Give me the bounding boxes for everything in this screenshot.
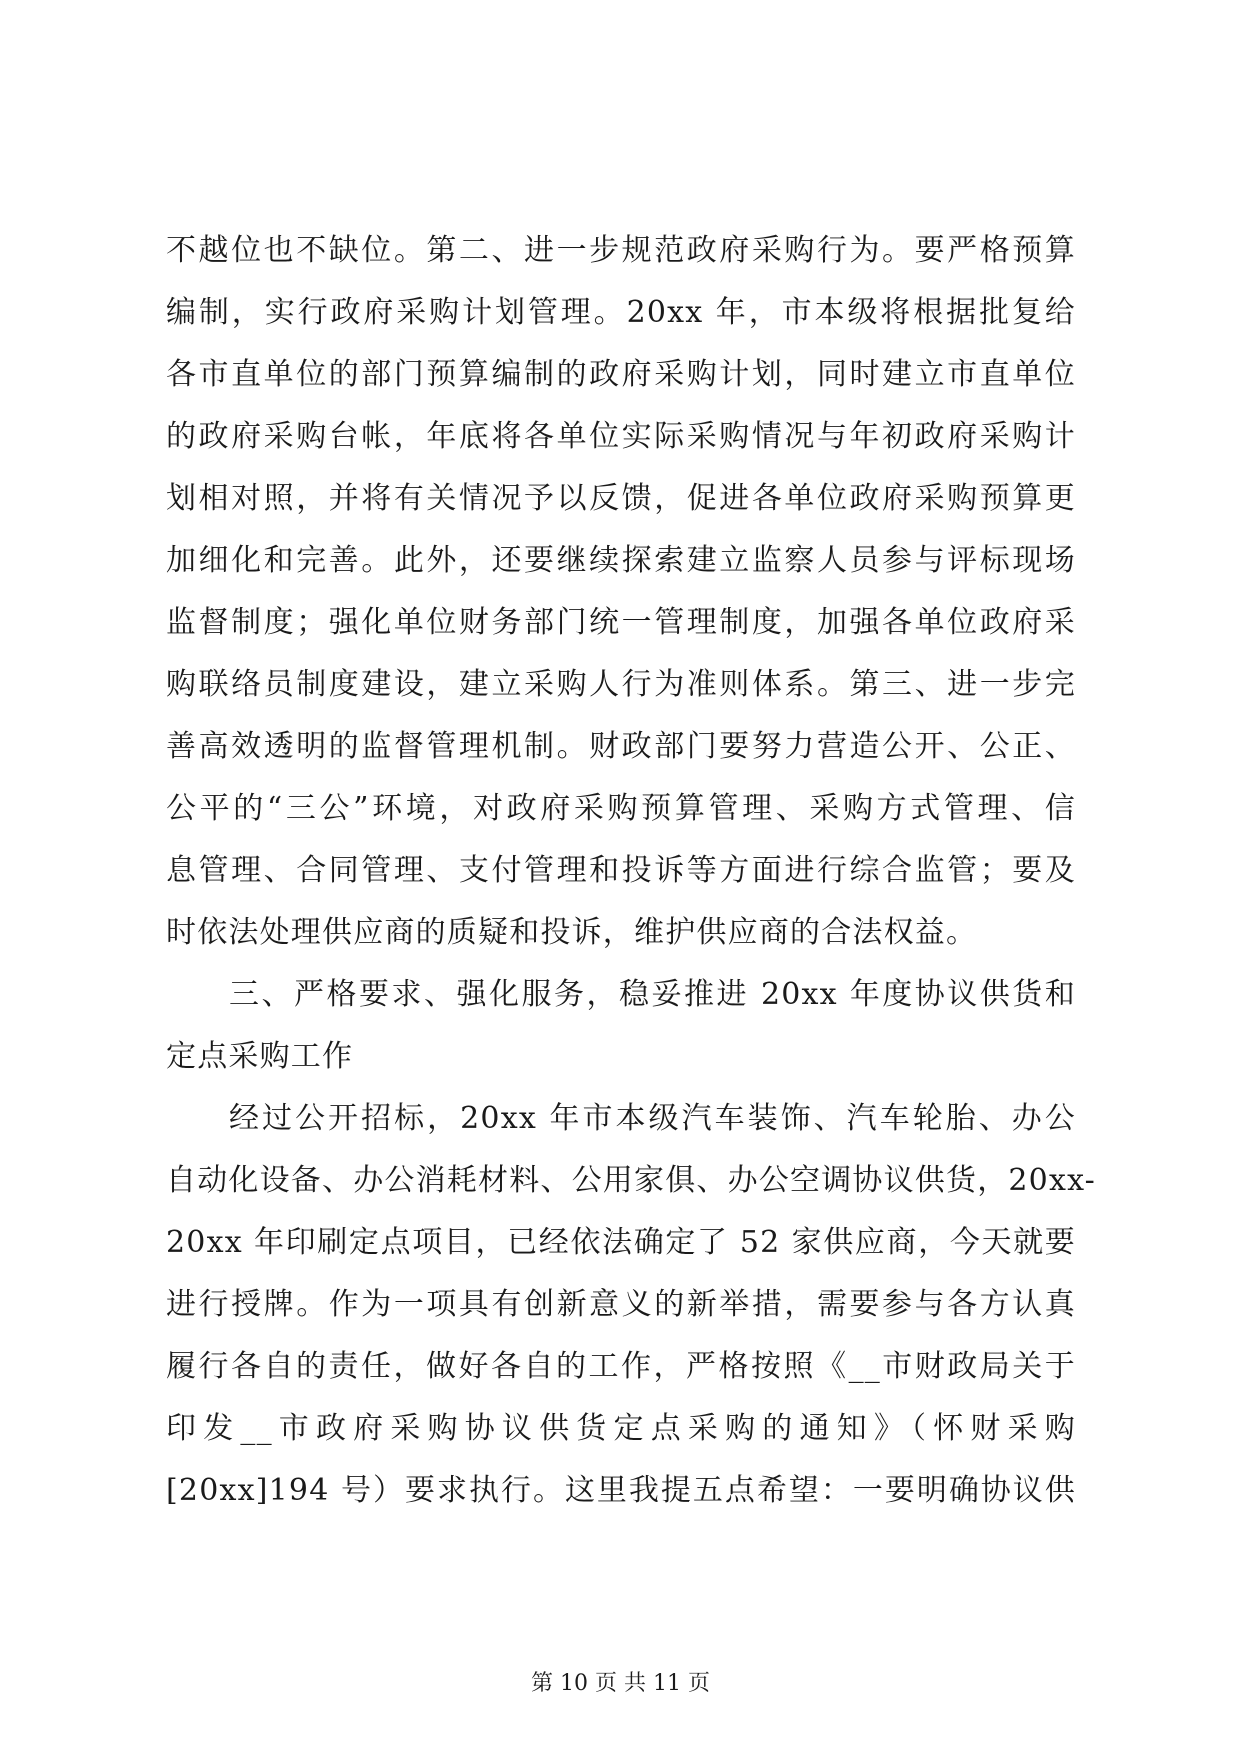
text-line: 的政府采购台帐，年底将各单位实际采购情况与年初政府采购计 bbox=[166, 419, 1076, 454]
text-line: 进行授牌。作为一项具有创新意义的新举措，需要参与各方认真 bbox=[166, 1287, 1076, 1322]
text-line: 善高效透明的监督管理机制。财政部门要努力营造公开、公正、 bbox=[166, 729, 1076, 764]
page-number-footer: 第 10 页 共 11 页 bbox=[531, 1671, 710, 1696]
text-line: 划相对照，并将有关情况予以反馈，促进各单位政府采购预算更 bbox=[166, 481, 1076, 516]
text-line: 印发__市政府采购协议供货定点采购的通知》（怀财采购 bbox=[166, 1411, 1076, 1446]
section-heading-line: 三、严格要求、强化服务，稳妥推进 20xx 年度协议供货和 bbox=[229, 977, 1076, 1012]
text-line: 时依法处理供应商的质疑和投诉，维护供应商的合法权益。 bbox=[166, 915, 978, 950]
text-line: [20xx]194 号）要求执行。这里我提五点希望：一要明确协议供 bbox=[166, 1473, 1076, 1508]
text-line: 履行各自的责任，做好各自的工作，严格按照《__市财政局关于 bbox=[166, 1349, 1076, 1384]
section-heading-line: 定点采购工作 bbox=[166, 1039, 354, 1074]
text-line: 经过公开招标，20xx 年市本级汽车装饰、汽车轮胎、办公 bbox=[229, 1101, 1076, 1136]
text-line: 公平的“三公”环境，对政府采购预算管理、采购方式管理、信 bbox=[166, 791, 1076, 826]
text-line: 不越位也不缺位。第二、进一步规范政府采购行为。要严格预算 bbox=[166, 233, 1076, 268]
text-line: 20xx 年印刷定点项目，已经依法确定了 52 家供应商，今天就要 bbox=[166, 1225, 1076, 1260]
text-line: 息管理、合同管理、支付管理和投诉等方面进行综合监管；要及 bbox=[166, 853, 1076, 888]
document-body bbox=[166, 231, 1097, 1533]
text-line: 编制，实行政府采购计划管理。20xx 年，市本级将根据批复给 bbox=[166, 295, 1076, 330]
text-line: 监督制度；强化单位财务部门统一管理制度，加强各单位政府采 bbox=[166, 605, 1076, 640]
text-line: 各市直单位的部门预算编制的政府采购计划，同时建立市直单位 bbox=[166, 357, 1076, 392]
text-line: 自动化设备、办公消耗材料、公用家俱、办公空调协议供货，20xx- bbox=[166, 1163, 1097, 1198]
text-line: 购联络员制度建设，建立采购人行为准则体系。第三、进一步完 bbox=[166, 667, 1076, 702]
text-line: 加细化和完善。此外，还要继续探索建立监察人员参与评标现场 bbox=[166, 543, 1076, 578]
